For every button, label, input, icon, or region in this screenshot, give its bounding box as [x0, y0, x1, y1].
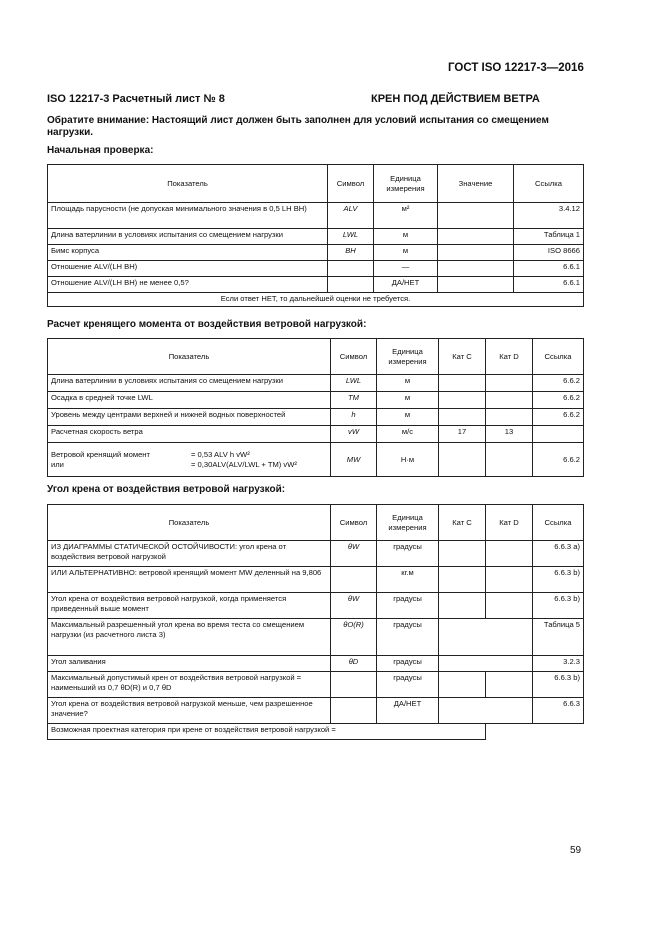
col-header: Кат D	[486, 339, 533, 375]
cell: 6.6.3	[533, 698, 584, 724]
table-row	[48, 593, 584, 619]
cell: м	[374, 245, 438, 261]
cell[interactable]	[439, 593, 486, 619]
cell[interactable]: 13	[486, 426, 533, 443]
cell: Таблица 5	[533, 619, 584, 656]
cell[interactable]	[438, 261, 514, 277]
cell[interactable]	[486, 567, 533, 593]
moment-label: Ветровой кренящий момент	[51, 449, 150, 459]
cell[interactable]	[438, 203, 514, 229]
section3-heading: Угол крена от воздействия ветровой нагрузкой:	[47, 484, 286, 495]
cell: м²	[374, 203, 438, 229]
cell: Н·м	[377, 443, 439, 477]
possible-category-label: Возможная проектная категория при крене от воздействия ветровой нагрузкой =	[48, 724, 486, 740]
cell: кг.м	[377, 567, 439, 593]
cell: 3.4.12	[514, 203, 584, 229]
col-header: Кат C	[439, 505, 486, 541]
col-header: Кат C	[439, 339, 486, 375]
col-header: Единица измерения	[377, 505, 439, 541]
attention-note: Обратите внимание: Настоящий лист должен быть заполнен для условий испытания со смещением нагрузки.	[47, 115, 549, 138]
cell: м	[374, 229, 438, 245]
sheet-subject: КРЕН ПОД ДЕЙСТВИЕМ ВЕТРА	[371, 93, 540, 105]
page-number: 59	[570, 845, 582, 856]
col-header: Единица измерения	[374, 165, 438, 203]
cell: LWL	[331, 375, 377, 392]
cell: ИЗ ДИАГРАММЫ СТАТИЧЕСКОЙ ОСТОЙЧИВОСТИ: угол крена от воздействия ветровой нагрузкой	[48, 541, 331, 567]
cell: 6.6.1	[514, 261, 584, 277]
heeling-moment-table	[47, 338, 584, 477]
cell: ИЛИ АЛЬТЕРНАТИВНО: ветровой кренящий момент MW деленный на 9,806	[48, 567, 331, 593]
cell[interactable]	[439, 443, 486, 477]
cell[interactable]	[439, 698, 533, 724]
table-row	[48, 672, 584, 698]
cell[interactable]	[439, 541, 486, 567]
cell	[533, 426, 584, 443]
cell: градусы	[377, 672, 439, 698]
cell: 6.6.2	[533, 375, 584, 392]
moment-formula: = 0,53 ALV h vW²	[191, 449, 250, 459]
cell[interactable]	[486, 375, 533, 392]
col-header: Кат D	[486, 505, 533, 541]
cell[interactable]: 17	[439, 426, 486, 443]
table-row	[48, 277, 584, 293]
cell[interactable]	[486, 392, 533, 409]
cell[interactable]	[486, 541, 533, 567]
cell: 6.6.3 b)	[533, 593, 584, 619]
cell: Площадь парусности (не допуская минимального значения в 0,5 LH BH)	[48, 203, 328, 229]
cell: TM	[331, 392, 377, 409]
cell: м	[377, 392, 439, 409]
cell: vW	[331, 426, 377, 443]
cell: 6.6.2	[533, 443, 584, 477]
standard-header: ГОСТ ISO 12217-3—2016	[448, 62, 584, 74]
table-row	[48, 443, 584, 477]
cell: LWL	[328, 229, 374, 245]
table-row	[48, 245, 584, 261]
table-row	[48, 656, 584, 672]
sheet-title: ISO 12217-3 Расчетный лист № 8	[47, 93, 225, 105]
table-row	[48, 541, 584, 567]
cell[interactable]	[486, 672, 533, 698]
cell: 6.6.2	[533, 409, 584, 426]
cell: 6.6.3 b)	[533, 672, 584, 698]
cell: θW	[331, 541, 377, 567]
cell: м	[377, 375, 439, 392]
col-header: Ссылка	[533, 339, 584, 375]
cell	[331, 567, 377, 593]
cell: Расчетная скорость ветра	[48, 426, 331, 443]
cell[interactable]	[486, 593, 533, 619]
col-header: Значение	[438, 165, 514, 203]
table-row	[48, 426, 584, 443]
cell[interactable]	[439, 672, 486, 698]
cell: —	[374, 261, 438, 277]
cell: Угол заливания	[48, 656, 331, 672]
cell: Бимс корпуса	[48, 245, 328, 261]
cell: м/с	[377, 426, 439, 443]
table-row	[48, 203, 584, 229]
initial-check-table	[47, 164, 584, 307]
cell: 6.6.1	[514, 277, 584, 293]
table-row	[48, 619, 584, 656]
col-header: Символ	[331, 505, 377, 541]
cell: θW	[331, 593, 377, 619]
col-header: Показатель	[48, 339, 331, 375]
col-header: Ссылка	[514, 165, 584, 203]
cell[interactable]	[439, 375, 486, 392]
cell: ALV	[328, 203, 374, 229]
cell: Угол крена от воздействия ветровой нагрузкой, когда применяется приведенный выше момент	[48, 593, 331, 619]
table-row	[48, 567, 584, 593]
cell: ДА/НЕТ	[377, 698, 439, 724]
cell: Таблица 1	[514, 229, 584, 245]
cell[interactable]	[439, 656, 533, 672]
cell: градусы	[377, 656, 439, 672]
cell[interactable]	[486, 409, 533, 426]
table-note: Если ответ НЕТ, то дальнейшей оценки не требуется.	[48, 293, 584, 307]
table-row	[48, 375, 584, 392]
col-header: Единица измерения	[377, 339, 439, 375]
cell: градусы	[377, 593, 439, 619]
cell: 6.6.2	[533, 392, 584, 409]
cell: Длина ватерлинии в условиях испытания со смещением нагрузки	[48, 229, 328, 245]
cell: Угол крена от воздействия ветровой нагрузкой меньше, чем разрешенное значение?	[48, 698, 331, 724]
cell: ДА/НЕТ	[374, 277, 438, 293]
cell: BH	[328, 245, 374, 261]
cell	[328, 277, 374, 293]
cell: Осадка в средней точке LWL	[48, 392, 331, 409]
cell: Отношение ALV/(LH BH)	[48, 261, 328, 277]
cell[interactable]	[438, 277, 514, 293]
table-row	[48, 409, 584, 426]
cell: MW	[331, 443, 377, 477]
moment-label-or: или	[51, 459, 64, 469]
cell	[331, 698, 377, 724]
cell	[328, 261, 374, 277]
cell: Максимальный допустимый крен от воздействия ветровой нагрузкой = наименьший из 0,7 θD(R) и 0,7 θD	[48, 672, 331, 698]
section2-heading: Расчет кренящего момента от воздействия ветровой нагрузкой:	[47, 319, 367, 330]
moment-formula-alt: = 0,30ALV(ALV/LWL + TM) vW²	[191, 459, 297, 469]
table-row	[48, 698, 584, 724]
cell[interactable]	[438, 245, 514, 261]
cell: градусы	[377, 541, 439, 567]
cell[interactable]	[439, 392, 486, 409]
cell[interactable]	[439, 409, 486, 426]
cell: θO(R)	[331, 619, 377, 656]
cell[interactable]	[439, 567, 486, 593]
cell: Максимальный разрешенный угол крена во время теста со смещением нагрузки (из расчетного листа 3)	[48, 619, 331, 656]
table-row	[48, 392, 584, 409]
cell: Отношение ALV/(LH BH) не менее 0,5?	[48, 277, 328, 293]
empty	[533, 724, 584, 740]
cell: 3.2.3	[533, 656, 584, 672]
cell: м	[377, 409, 439, 426]
cell: Уровень между центрами верхней и нижней водных поверхностей	[48, 409, 331, 426]
section1-heading: Начальная проверка:	[47, 145, 154, 156]
table-row	[48, 229, 584, 245]
cell: ISO 8666	[514, 245, 584, 261]
cell[interactable]	[486, 443, 533, 477]
cell: h	[331, 409, 377, 426]
cell: 6.6.3 a)	[533, 541, 584, 567]
cell: θD	[331, 656, 377, 672]
cell[interactable]	[439, 619, 533, 656]
table-row	[48, 724, 584, 740]
col-header: Ссылка	[533, 505, 584, 541]
cell: Длина ватерлинии в условиях испытания со смещением нагрузки	[48, 375, 331, 392]
col-header: Символ	[331, 339, 377, 375]
col-header: Символ	[328, 165, 374, 203]
cell: 6.6.3 b)	[533, 567, 584, 593]
cell: градусы	[377, 619, 439, 656]
col-header: Показатель	[48, 165, 328, 203]
cell[interactable]	[438, 229, 514, 245]
heel-angle-table	[47, 504, 584, 740]
empty	[486, 724, 533, 740]
cell	[331, 672, 377, 698]
col-header: Показатель	[48, 505, 331, 541]
table-row	[48, 261, 584, 277]
